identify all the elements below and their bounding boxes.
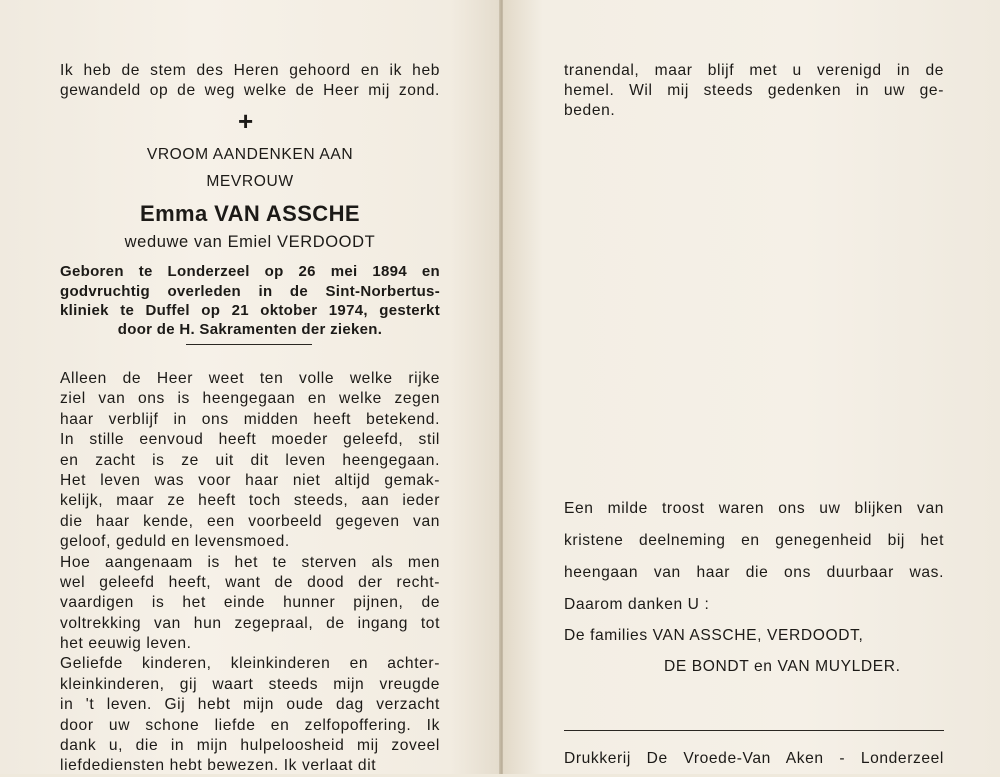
memorial-text-line: vaardigen is het einde hunner pijnen, de (60, 594, 440, 612)
memorial-text-line: Alleen de Heer weet ten volle welke rijke (60, 370, 440, 387)
widow-of: weduwe van Emiel VERDOODT (124, 233, 376, 251)
thanks-line-2: kristene deelneming en genegenheid bij het (564, 532, 944, 549)
families-line-1: De families VAN ASSCHE, VERDOODT, (564, 627, 864, 644)
memorial-text-line: voltrekking van hun zegepraal, de ingang tot (60, 614, 440, 632)
deceased-name: Emma VAN ASSCHE (140, 201, 360, 226)
thanks-line-1: Een milde troost waren ons uw blijken van (564, 500, 944, 517)
thanks-line-3: heengaan van haar die ons duurbaar was. (564, 564, 944, 581)
memorial-text-line: en zacht is ze uit dit leven heengegaan. (60, 451, 440, 469)
epigraph-line-1: Ik heb de stem des Heren gehoord en ik heb (60, 62, 440, 79)
thanks-daarom: Daarom danken U : (564, 596, 710, 613)
memorial-text-line: in 't leven. Gij hebt mijn oude dag verzacht (60, 696, 440, 714)
memorial-text-line: Het leven was voor haar niet altijd gemak- (60, 471, 440, 489)
right-text-line-2: hemel. Wil mij steeds gedenken in uw ge- (564, 82, 944, 99)
families-line-2: DE BONDT en VAN MUYLDER. (664, 658, 901, 675)
cross-icon: + (238, 106, 254, 136)
birth-death-line-1: Geboren te Londerzeel op 26 mei 1894 en (60, 263, 440, 280)
birth-death-line-4: door de H. Sakramenten der zieken. (117, 321, 383, 338)
heading-vroom-aandenken: VROOM AANDENKEN AAN (146, 146, 354, 163)
memorial-text-line: Geliefde kinderen, kleinkinderen en achter- (60, 655, 440, 673)
divider-rule (186, 344, 312, 345)
right-text-line-3: beden. (564, 102, 616, 119)
memorial-text-line: dank u, die in mijn hulpeloosheid mij zoveel (60, 737, 440, 755)
memorial-text-line: haar verblijf in ons midden heeft betekend. (60, 410, 440, 428)
epigraph-line-2: gewandeld op de weg welke de Heer mij zond. (60, 82, 440, 99)
memorial-text (60, 369, 440, 777)
right-text-line-1: tranendal, maar blijf met u verenigd in de (564, 62, 944, 79)
memorial-text-line: geloof, geduld en levensmoed. (60, 533, 290, 551)
memorial-text-line: In stille eenvoud heeft moeder geleefd, stil (60, 431, 440, 449)
birth-death-line-2: godvruchtig overleden in de Sint-Norbertus- (60, 283, 440, 300)
heading-mevrouw: MEVROUW (206, 173, 294, 190)
memorial-text-line: kleinkinderen, gij waart steeds mijn vreugde (60, 675, 440, 693)
birth-death-line-3: kliniek te Duffel op 21 oktober 1974, gesterkt (60, 302, 440, 319)
memorial-text-line: ziel van ons is heengegaan en welke zegen (60, 390, 440, 408)
memorial-text-line: die haar kende, een voorbeeld gegeven van (60, 512, 440, 530)
memorial-text-line: liefdediensten hebt bewezen. Ik verlaat dit (60, 757, 377, 775)
printer-rule (564, 730, 944, 731)
memorial-text-line: Hoe aangenaam is het te sterven als men (60, 553, 440, 571)
printer-line: Drukkerij De Vroede-Van Aken - Londerzeel (564, 750, 944, 767)
memorial-text-line: wel geleefd heeft, want de dood der recht- (60, 573, 440, 591)
memorial-text-line: door uw schone liefde en zelfopoffering. Ik (60, 716, 440, 734)
memorial-text-line: kelijk, maar ze heeft toch steeds, aan ieder (60, 492, 440, 510)
memorial-text-line: het eeuwig leven. (60, 635, 192, 653)
